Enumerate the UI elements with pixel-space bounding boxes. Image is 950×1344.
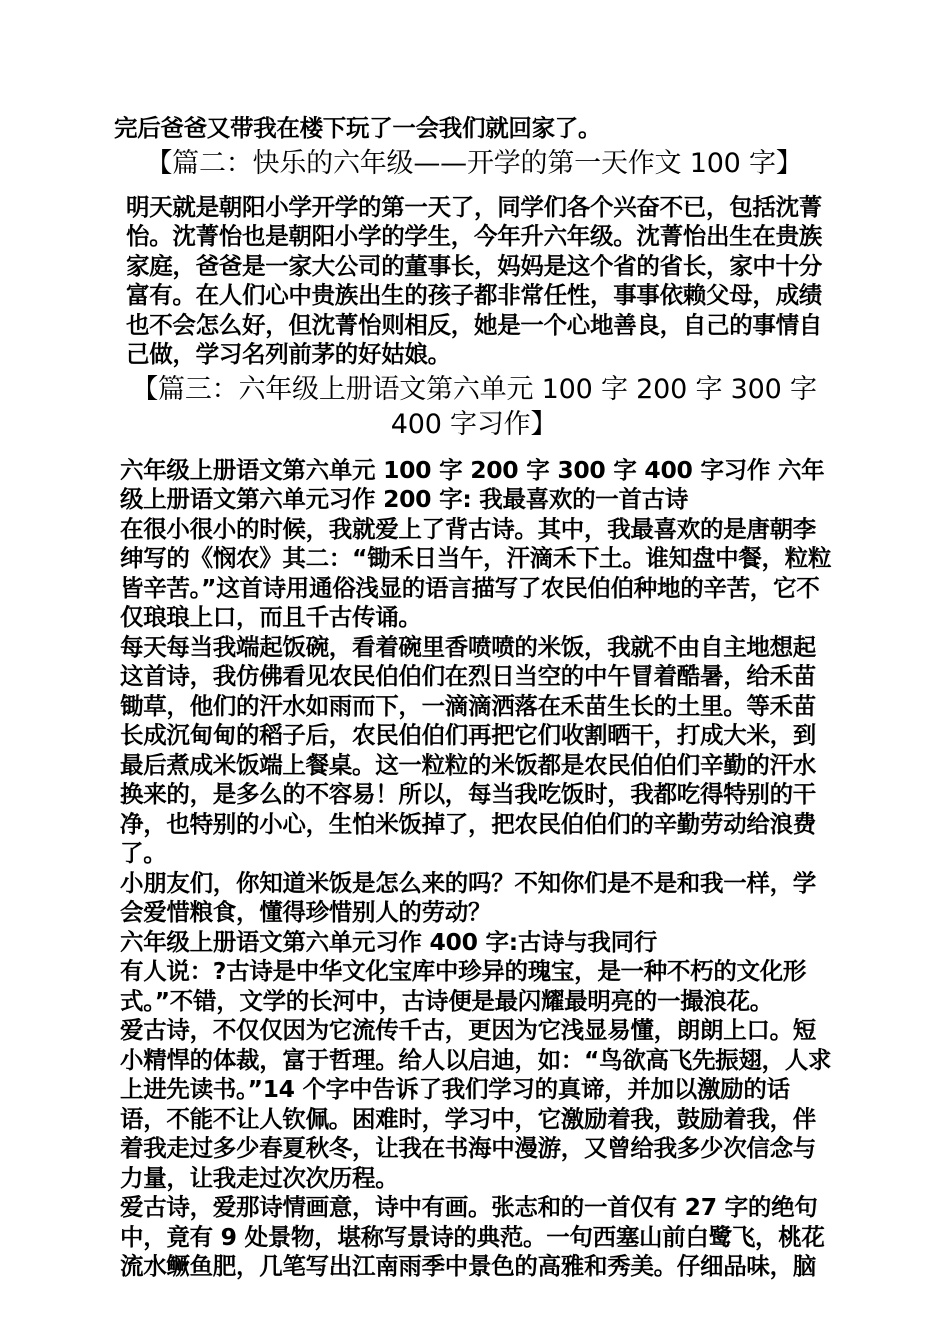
paragraph-6: 六年级上册语文第六单元习作 400 字:古诗与我同行 [120,927,658,956]
text-line-closing: 完后爸爸又带我在楼下玩了一会我们就回家了。 [114,114,602,142]
document-page [114,114,834,1282]
paragraph-1: 明天就是朝阳小学开学的第一天了，同学们各个兴奋不已，包括沈菁怡。沈菁怡也是朝阳小学的学生，今年升六年级。沈菁怡出生在贵族家庭，爸爸是一家大公司的董事长，妈妈是这个省的省长，家中十分富有。在人们心中贵族出生的孩子都非常任性，事事依赖父母，成绩也不会怎么好，但沈菁怡则相反，她是一个心地善良，自己的事情自己做，学习名列前茅的好姑娘。 [126,192,822,368]
section-heading-3: 【篇三：六年级上册语文第六单元 100 字 200 字 300 字 400 字习作】 [131,373,817,440]
paragraph-4: 每天每当我端起饭碗，看着碗里香喷喷的米饭，我就不由自主地想起这首诗，我仿佛看见农民伯伯们在烈日当空的中午冒着酷暑，给禾苗锄草，他们的汗水如雨而下，一滴滴洒落在禾苗生长的土里。等禾苗长成沉甸甸的稻子后，农民伯伯们再把它们收割晒干，打成大米，到最后煮成米饭端上餐桌。这一粒粒的米饭都是农民伯伯们辛勤的汗水换来的，是多么的不容易！所以，每当我吃饭时，我都吃得特别的干净，也特别的小心，生怕米饭掉了，把农民伯伯们的辛勤劳动给浪费了。 [120,632,816,867]
paragraph-8: 爱古诗，不仅仅因为它流传千古，更因为它浅显易懂，朗朗上口。短小精悍的体裁，富于哲理。给人以启迪，如：“鸟欲高飞先振翅，人求上进先读书。”14 个字中告诉了我们学习的真谛，并加以激励的话语，不能不让人钦佩。困难时，学习中，它激励着我，鼓励着我，伴着我走过多少春夏秋冬，让我在书海中漫游，又曾给我多少次信念与力量，让我走过次次历程。 [120,1016,832,1192]
paragraph-5: 小朋友们，你知道米饭是怎么来的吗？不知你们是不是和我一样，学会爱惜粮食，懂得珍惜别人的劳动？ [120,868,816,926]
paragraph-7: 有人说：?古诗是中华文化宝库中珍异的瑰宝，是一种不朽的文化形式。”不错，文学的长河中，古诗便是最闪耀最明亮的一撮浪花。 [120,957,807,1015]
paragraph-9: 爱古诗，爱那诗情画意，诗中有画。张志和的一首仅有 27 字的绝句中，竟有 9 处景物，堪称写景诗的典范。一句西塞山前白鹭飞，桃花流水鳜鱼肥，几笔写出江南雨季中景色的高雅和秀美。仔细品味，脑 [120,1193,825,1280]
paragraph-3: 在很小很小的时候，我就爱上了背古诗。其中，我最喜欢的是唐朝李绅写的《悯农》其二：“锄禾日当午，汗滴禾下土。谁知盘中餐，粒粒皆辛苦。”这首诗用通俗浅显的语言描写了农民伯伯种地的辛苦，它不仅琅琅上口，而且千古传诵。 [120,514,832,631]
section-heading-2: 【篇二：快乐的六年级——开学的第一天作文 100 字】 [145,147,803,179]
paragraph-2: 六年级上册语文第六单元 100 字 200 字 300 字 400 字习作 六年级上册语文第六单元习作 200 字: 我最喜欢的一首古诗 [120,455,825,513]
